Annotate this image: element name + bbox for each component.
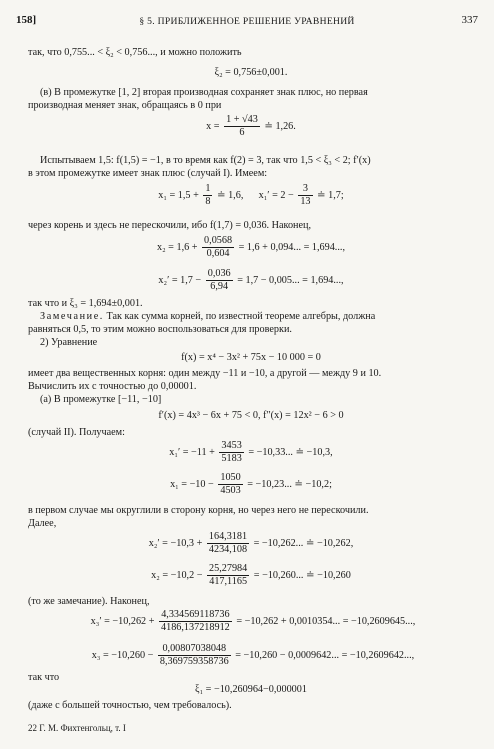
fraction: $\frac{1 + √43}{6}$	[226, 114, 258, 138]
text-line: имеет два вещественных корня: один между −11 и −10, а другой — между 9 и 10.	[28, 368, 382, 379]
formula-x1: x₁ = 1,5 + $\frac{1}{8}$ ≐ 1,6, x₁′ = 2 − $\frac{3}{13}$ ≐ 1,7;	[158, 183, 344, 207]
formula-x2-second: x₂ = −10,2 − $\frac{25,27984}{417,1165}$ = −10,260... ≐ −10,260	[151, 563, 351, 587]
formula-x2-prime: x₂′ = 1,7 − $\frac{0,036}{6,94}$ = 1,7 − 0,005... = 1,694...,	[158, 268, 344, 292]
text-line: (случай II). Получаем:	[28, 427, 125, 438]
fraction: $\frac{3453}{5183}$	[221, 440, 242, 464]
text-line: так что и ξ₃ = 1,694±0,001.	[28, 298, 143, 309]
formula-xi1: ξ₁ = −10,260964−0,000001	[195, 684, 307, 695]
formula-x-root: x = $\frac{1 + √43}{6}$ ≐ 1,26.	[206, 114, 296, 138]
text-line: Далее,	[28, 518, 57, 529]
formula-x2: x₂ = 1,6 + $\frac{0,0568}{0,604}$ = 1,6 + 0,094... = 1,694...,	[156, 235, 345, 259]
text-line: (а) В промежутке [−11, −10]	[40, 394, 162, 405]
section-number: 158]	[16, 14, 37, 26]
formula-x1-second: x₁ = −10 − $\frac{1050}{4503}$ = −10,23... ≐ −10,2;	[170, 472, 332, 496]
running-title: § 5. ПРИБЛИЖЕННОЕ РЕШЕНИЕ УРАВНЕНИЙ	[139, 16, 355, 27]
text-line: 2) Уравнение	[40, 337, 98, 348]
text-line: (в) В промежутке [1, 2] вторая производная сохраняет знак плюс, но первая	[40, 87, 368, 98]
fraction: $\frac{1}{8}$	[205, 183, 211, 207]
remark-label: Замечание.	[40, 311, 104, 322]
remark-line: Замечание. Так как сумма корней, по известной теореме алгебры, должна	[40, 311, 376, 322]
formula-x3: x₃ = −10,260 − $\frac{0,00807038048}{8,369759358736}$ = −10,260 − 0,0009642... = −10,2609642...,	[91, 643, 415, 667]
text-line: (даже с большей точностью, чем требовалось).	[28, 700, 232, 711]
formula-x3-prime: x₃′ = −10,262 + $\frac{4,334569118736}{4186,137218912}$ = −10,262 + 0,0010354... = −10,2609645...,	[90, 609, 416, 633]
text-line: через корень и здесь не перескочили, ибо f(1,7) = 0,036. Наконец,	[28, 220, 312, 231]
fraction: $\frac{0,00807038048}{8,369759358736}$	[159, 643, 229, 667]
fraction: $\frac{164,3181}{4234,108}$	[208, 531, 248, 555]
page-footer: 22 Г. М. Фихтенгольц, т. I	[28, 723, 126, 733]
text-line: Испытываем 1,5: f(1,5) = −1, в то время как f(2) = 3, так что 1,5 < ξ₃ < 2; f′(x)	[40, 155, 371, 166]
formula-line: ξ₂ = 0,756±0,001.	[214, 67, 288, 78]
text-line: так, что 0,755... < ξ₂ < 0,756..., и можно положить	[28, 47, 242, 58]
text-line: в первом случае мы округлили в сторону корня, но через него не перескочили.	[28, 505, 369, 516]
formula-equation: f(x) = x⁴ − 3x² + 75x − 10 000 = 0	[181, 352, 321, 363]
text-line: так что	[28, 672, 60, 683]
fraction: $\frac{3}{13}$	[300, 183, 311, 207]
running-header	[16, 14, 478, 30]
text-line: (то же замечание). Наконец,	[28, 596, 150, 607]
formula-derivatives: f′(x) = 4x³ − 6x + 75 < 0, f″(x) = 12x² − 6 > 0	[158, 410, 344, 421]
fraction: $\frac{0,036}{6,94}$	[207, 268, 231, 292]
formula-x1-prime: x₁′ = −11 + $\frac{3453}{5183}$ = −10,33... ≐ −10,3,	[169, 440, 333, 464]
fraction: $\frac{25,27984}{417,1165}$	[209, 563, 248, 587]
fraction: $\frac{1050}{4503}$	[220, 472, 241, 496]
text-line: равняться 0,5, то этим можно воспользоваться для проверки.	[28, 324, 292, 335]
page-number: 337	[461, 14, 478, 26]
text-line: производная меняет знак, обращаясь в 0 при	[28, 100, 222, 111]
text-line: Вычислить их с точностью до 0,00001.	[28, 381, 197, 392]
formula-x2p-second: x₂′ = −10,3 + $\frac{164,3181}{4234,108}$ = −10,262... ≐ −10,262,	[148, 531, 354, 555]
fraction: $\frac{4,334569118736}{4186,137218912}$	[161, 609, 230, 633]
fraction: $\frac{0,0568}{0,604}$	[204, 235, 233, 259]
text-line: в этом промежутке имеет знак плюс (случай I). Имеем:	[28, 168, 268, 179]
